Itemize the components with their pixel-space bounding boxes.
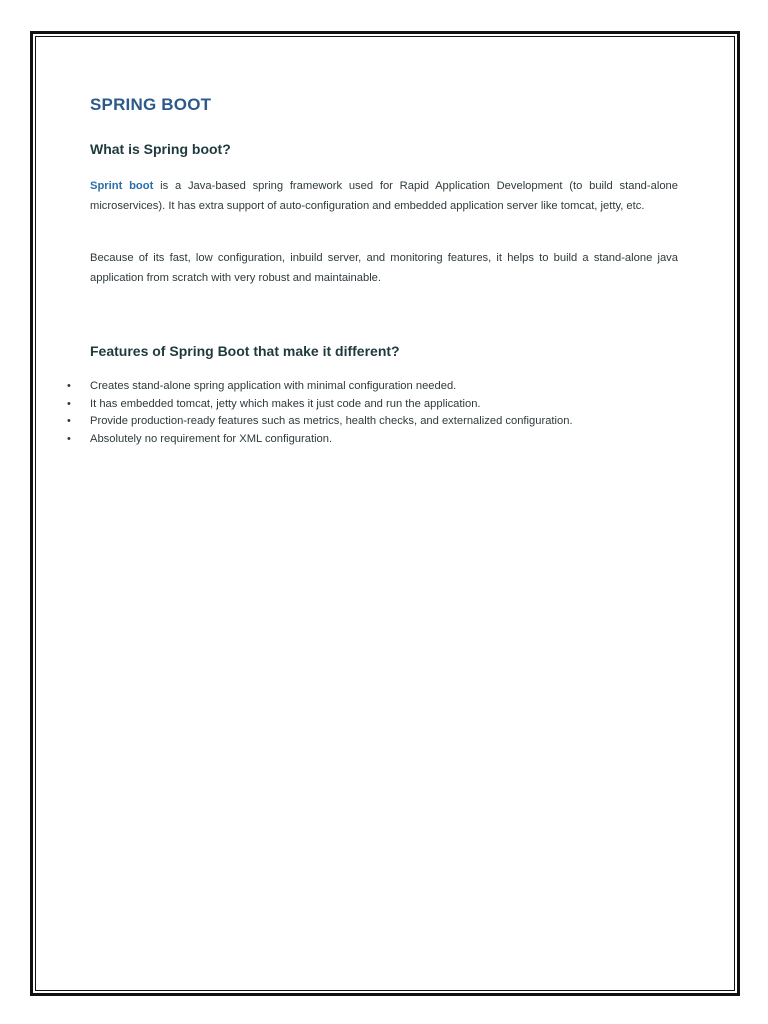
- highlighted-term: Sprint boot: [90, 180, 154, 192]
- paragraph-benefits: Because of its fast, low configuration, inbuild server, and monitoring features, it helps to build a stand-alone java application from scratch with very robust and maintainable.: [90, 252, 678, 284]
- list-item: [66, 413, 573, 431]
- bullet-icon: •: [67, 397, 71, 410]
- list-item: [66, 396, 573, 414]
- section-heading-what-is: What is Spring boot?: [90, 141, 231, 157]
- list-item-text: Provide production-ready features such as metrics, health checks, and externalized configuration.: [90, 415, 573, 427]
- list-item-text: It has embedded tomcat, jetty which makes it just code and run the application.: [90, 397, 481, 410]
- list-item: [66, 431, 573, 449]
- document-title: SPRING BOOT: [90, 95, 212, 114]
- paragraph-definition-text: is a Java-based spring framework used for Rapid Application Development (to build stand-alone microservices). It has extra support of auto-configuration and embedded application server like tomcat, jetty, etc.: [90, 180, 678, 212]
- bullet-icon: •: [67, 415, 71, 427]
- page-border: [30, 31, 740, 996]
- bullet-icon: •: [67, 380, 71, 392]
- section-heading-features: Features of Spring Boot that make it different?: [90, 343, 400, 359]
- list-item-text: Creates stand-alone spring application with minimal configuration needed.: [90, 380, 457, 392]
- paragraph-definition: [90, 177, 678, 216]
- list-item-text: Absolutely no requirement for XML configuration.: [90, 432, 333, 445]
- bullet-icon: •: [67, 432, 71, 445]
- list-item: [66, 378, 573, 396]
- feature-list: [66, 378, 573, 448]
